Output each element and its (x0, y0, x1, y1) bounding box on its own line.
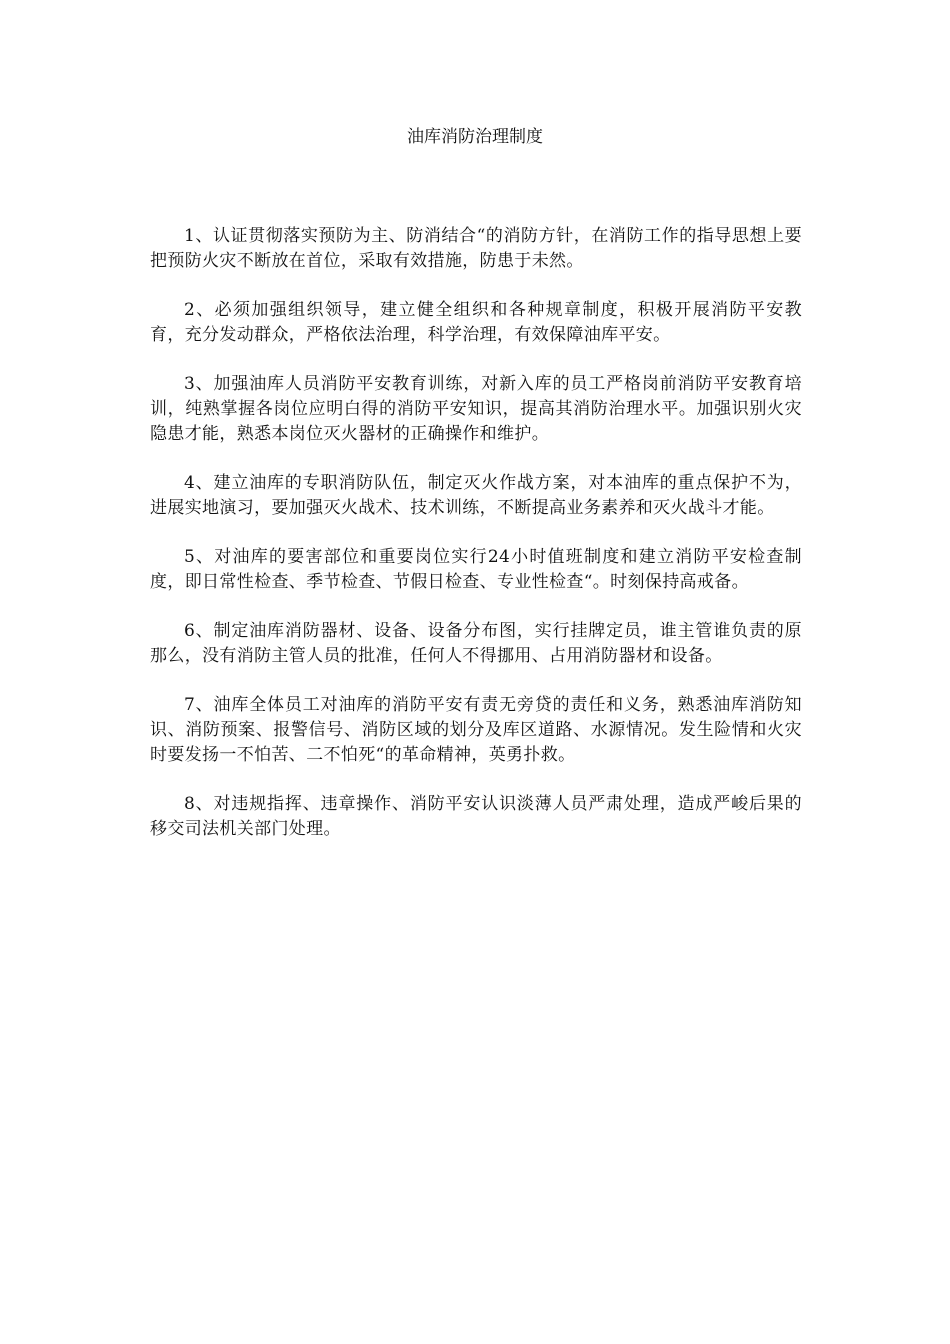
paragraph-5: 5、对油库的要害部位和重要岗位实行24小时值班制度和建立消防平安检查制度，即日常性检查、季节检查、节假日检查、专业性检查“。时刻保持高戒备。 (150, 547, 802, 592)
paragraph-8: 8、对违规指挥、违章操作、消防平安认识淡薄人员严肃处理，造成严峻后果的移交司法机关部门处理。 (150, 794, 802, 839)
paragraph-6: 6、制定油库消防器材、设备、设备分布图，实行挂牌定员，谁主管谁负责的原那么，没有消防主管人员的批准，任何人不得挪用、占用消防器材和设备。 (150, 621, 802, 666)
paragraph-4: 4、建立油库的专职消防队伍，制定灭火作战方案，对本油库的重点保护不为，进展实地演习，要加强灭火战术、技术训练，不断提高业务素养和灭火战斗才能。 (150, 473, 802, 518)
paragraph-3: 3、加强油库人员消防平安教育训练，对新入库的员工严格岗前消防平安教育培训，纯熟掌握各岗位应明白得的消防平安知识，提高其消防治理水平。加强识别火灾隐患才能，熟悉本岗位灭火器材的正确操作和维护。 (150, 374, 802, 444)
paragraph-7: 7、油库全体员工对油库的消防平安有责无旁贷的责任和义务，熟悉油库消防知识、消防预案、报警信号、消防区域的划分及库区道路、水源情况。发生险情和火灾时要发扬一不怕苦、二不怕死“的革命精神，英勇扑救。 (150, 695, 802, 765)
document-body (150, 224, 802, 866)
paragraph-2: 2、必须加强组织领导，建立健全组织和各种规章制度，积极开展消防平安教育，充分发动群众，严格依法治理，科学治理，有效保障油库平安。 (150, 300, 802, 345)
paragraph-1: 1、认证贯彻落实预防为主、防消结合“的消防方针，在消防工作的指导思想上要把预防火灾不断放在首位，采取有效措施，防患于未然。 (150, 226, 802, 271)
document-title: 油库消防治理制度 (407, 127, 543, 147)
